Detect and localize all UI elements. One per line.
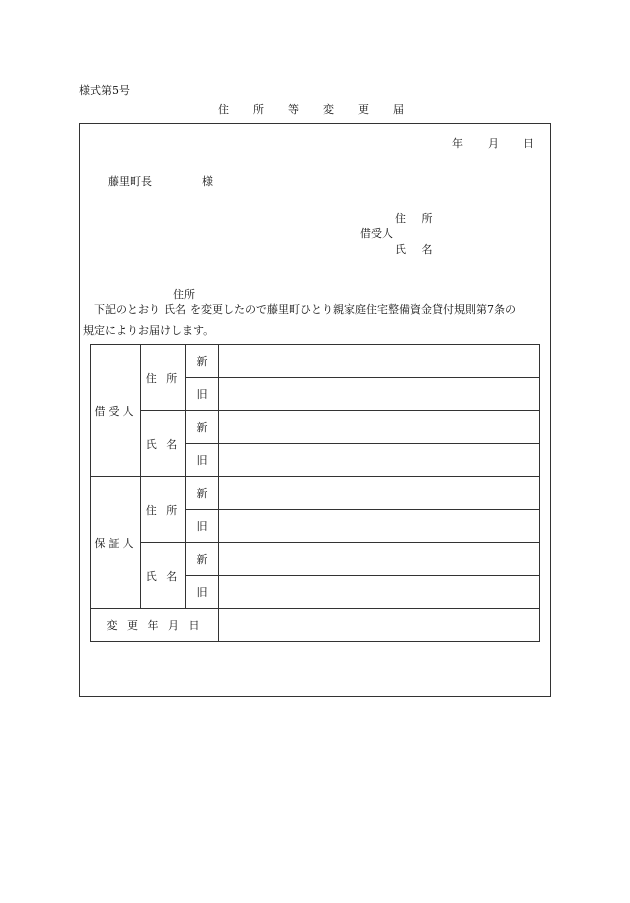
change-date-label: 変 更 年 月 日 [90,608,219,642]
table-field-label: 住 所 [140,344,186,411]
addressee-honorific: 様 [202,175,213,188]
statement-line-1 [94,301,516,317]
table-group-label: 保証人 [90,476,141,609]
table-row-label: 旧 [185,575,219,609]
table-input-cell[interactable] [218,344,540,378]
table-input-cell[interactable] [218,443,540,477]
statement-stack-bottom: 氏名 [164,303,186,316]
table-row-label: 旧 [185,509,219,543]
applicant-address-label: 住 所 [395,212,439,225]
table-field-label: 氏 名 [140,410,186,477]
table-input-cell[interactable] [218,542,540,576]
table-group-label: 借受人 [90,344,141,477]
table-row-label: 新 [185,542,219,576]
table-row-label: 新 [185,410,219,444]
applicant-role-label: 借受人 [360,227,393,240]
table-row-label: 旧 [185,377,219,411]
date-day-label: 日 [523,137,534,150]
applicant-name-label: 氏 名 [395,243,439,256]
table-input-cell[interactable] [218,410,540,444]
statement-stack-top: 住所 [173,288,195,301]
table-input-cell[interactable] [218,509,540,543]
table-field-label: 氏 名 [140,542,186,609]
statement-suffix: を変更したので藤里町ひとり親家庭住宅整備資金貸付規則第7条の [190,303,516,316]
addressee-name: 藤里町長 [108,175,152,188]
table-row-label: 新 [185,344,219,378]
table-input-cell[interactable] [218,377,540,411]
date-month-label: 月 [488,137,499,150]
date-year-label: 年 [452,137,463,150]
change-date-input-cell[interactable] [218,608,540,642]
table-row-label: 旧 [185,443,219,477]
form-number: 様式第5号 [79,84,130,97]
statement-line-2: 規定によりお届けします。 [83,324,215,337]
form-title: 住所等変更届 [218,103,428,116]
statement-prefix: 下記のとおり [94,303,160,316]
table-input-cell[interactable] [218,575,540,609]
table-input-cell[interactable] [218,476,540,510]
change-table [90,344,539,642]
table-field-label: 住 所 [140,476,186,543]
table-row-label: 新 [185,476,219,510]
